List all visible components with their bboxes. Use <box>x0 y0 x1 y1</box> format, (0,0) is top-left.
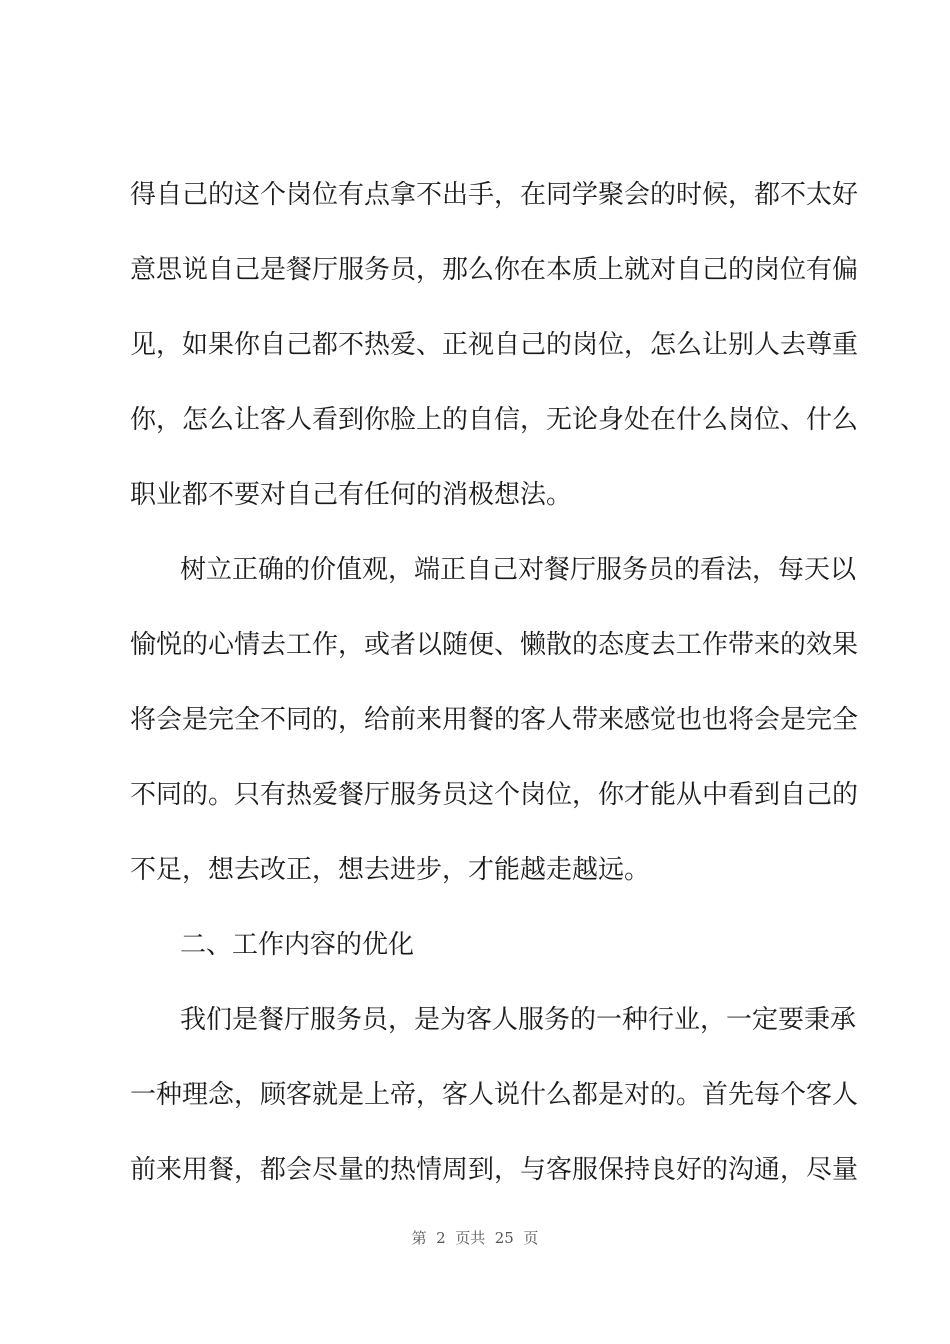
paragraph-line: 意思说自己是餐厅服务员，那么你在本质上就对自己的岗位有偏 <box>130 255 859 285</box>
paragraph-line: 不同的。只有热爱餐厅服务员这个岗位，你才能从中看到自己的 <box>130 780 859 810</box>
paragraph-line: 见，如果你自己都不热爱、正视自己的岗位，怎么让别人去尊重 <box>130 330 859 360</box>
paragraph-line: 职业都不要对自己有任何的消极想法。 <box>130 480 573 510</box>
page-number-footer: 第 2 页共 25 页 <box>411 1229 539 1247</box>
paragraph-line: 我们是餐厅服务员，是为客人服务的一种行业，一定要秉承 <box>180 1005 857 1035</box>
paragraph-line: 将会是完全不同的，给前来用餐的客人带来感觉也也将会是完全 <box>130 705 859 735</box>
paragraph-line: 愉悦的心情去工作，或者以随便、懒散的态度去工作带来的效果 <box>130 630 859 660</box>
paragraph-line: 前来用餐，都会尽量的热情周到，与客服保持良好的沟通，尽量 <box>130 1155 859 1185</box>
paragraph-line: 树立正确的价值观，端正自己对餐厅服务员的看法，每天以 <box>180 555 857 585</box>
section-heading: 二、工作内容的优化 <box>180 930 415 960</box>
paragraph-line: 得自己的这个岗位有点拿不出手，在同学聚会的时候，都不太好 <box>130 180 859 210</box>
paragraph-line: 一种理念，顾客就是上帝，客人说什么都是对的。首先每个客人 <box>130 1080 859 1110</box>
paragraph-line: 你，怎么让客人看到你脸上的自信，无论身处在什么岗位、什么 <box>130 405 859 435</box>
paragraph-line: 不足，想去改正，想去进步，才能越走越远。 <box>130 855 651 885</box>
